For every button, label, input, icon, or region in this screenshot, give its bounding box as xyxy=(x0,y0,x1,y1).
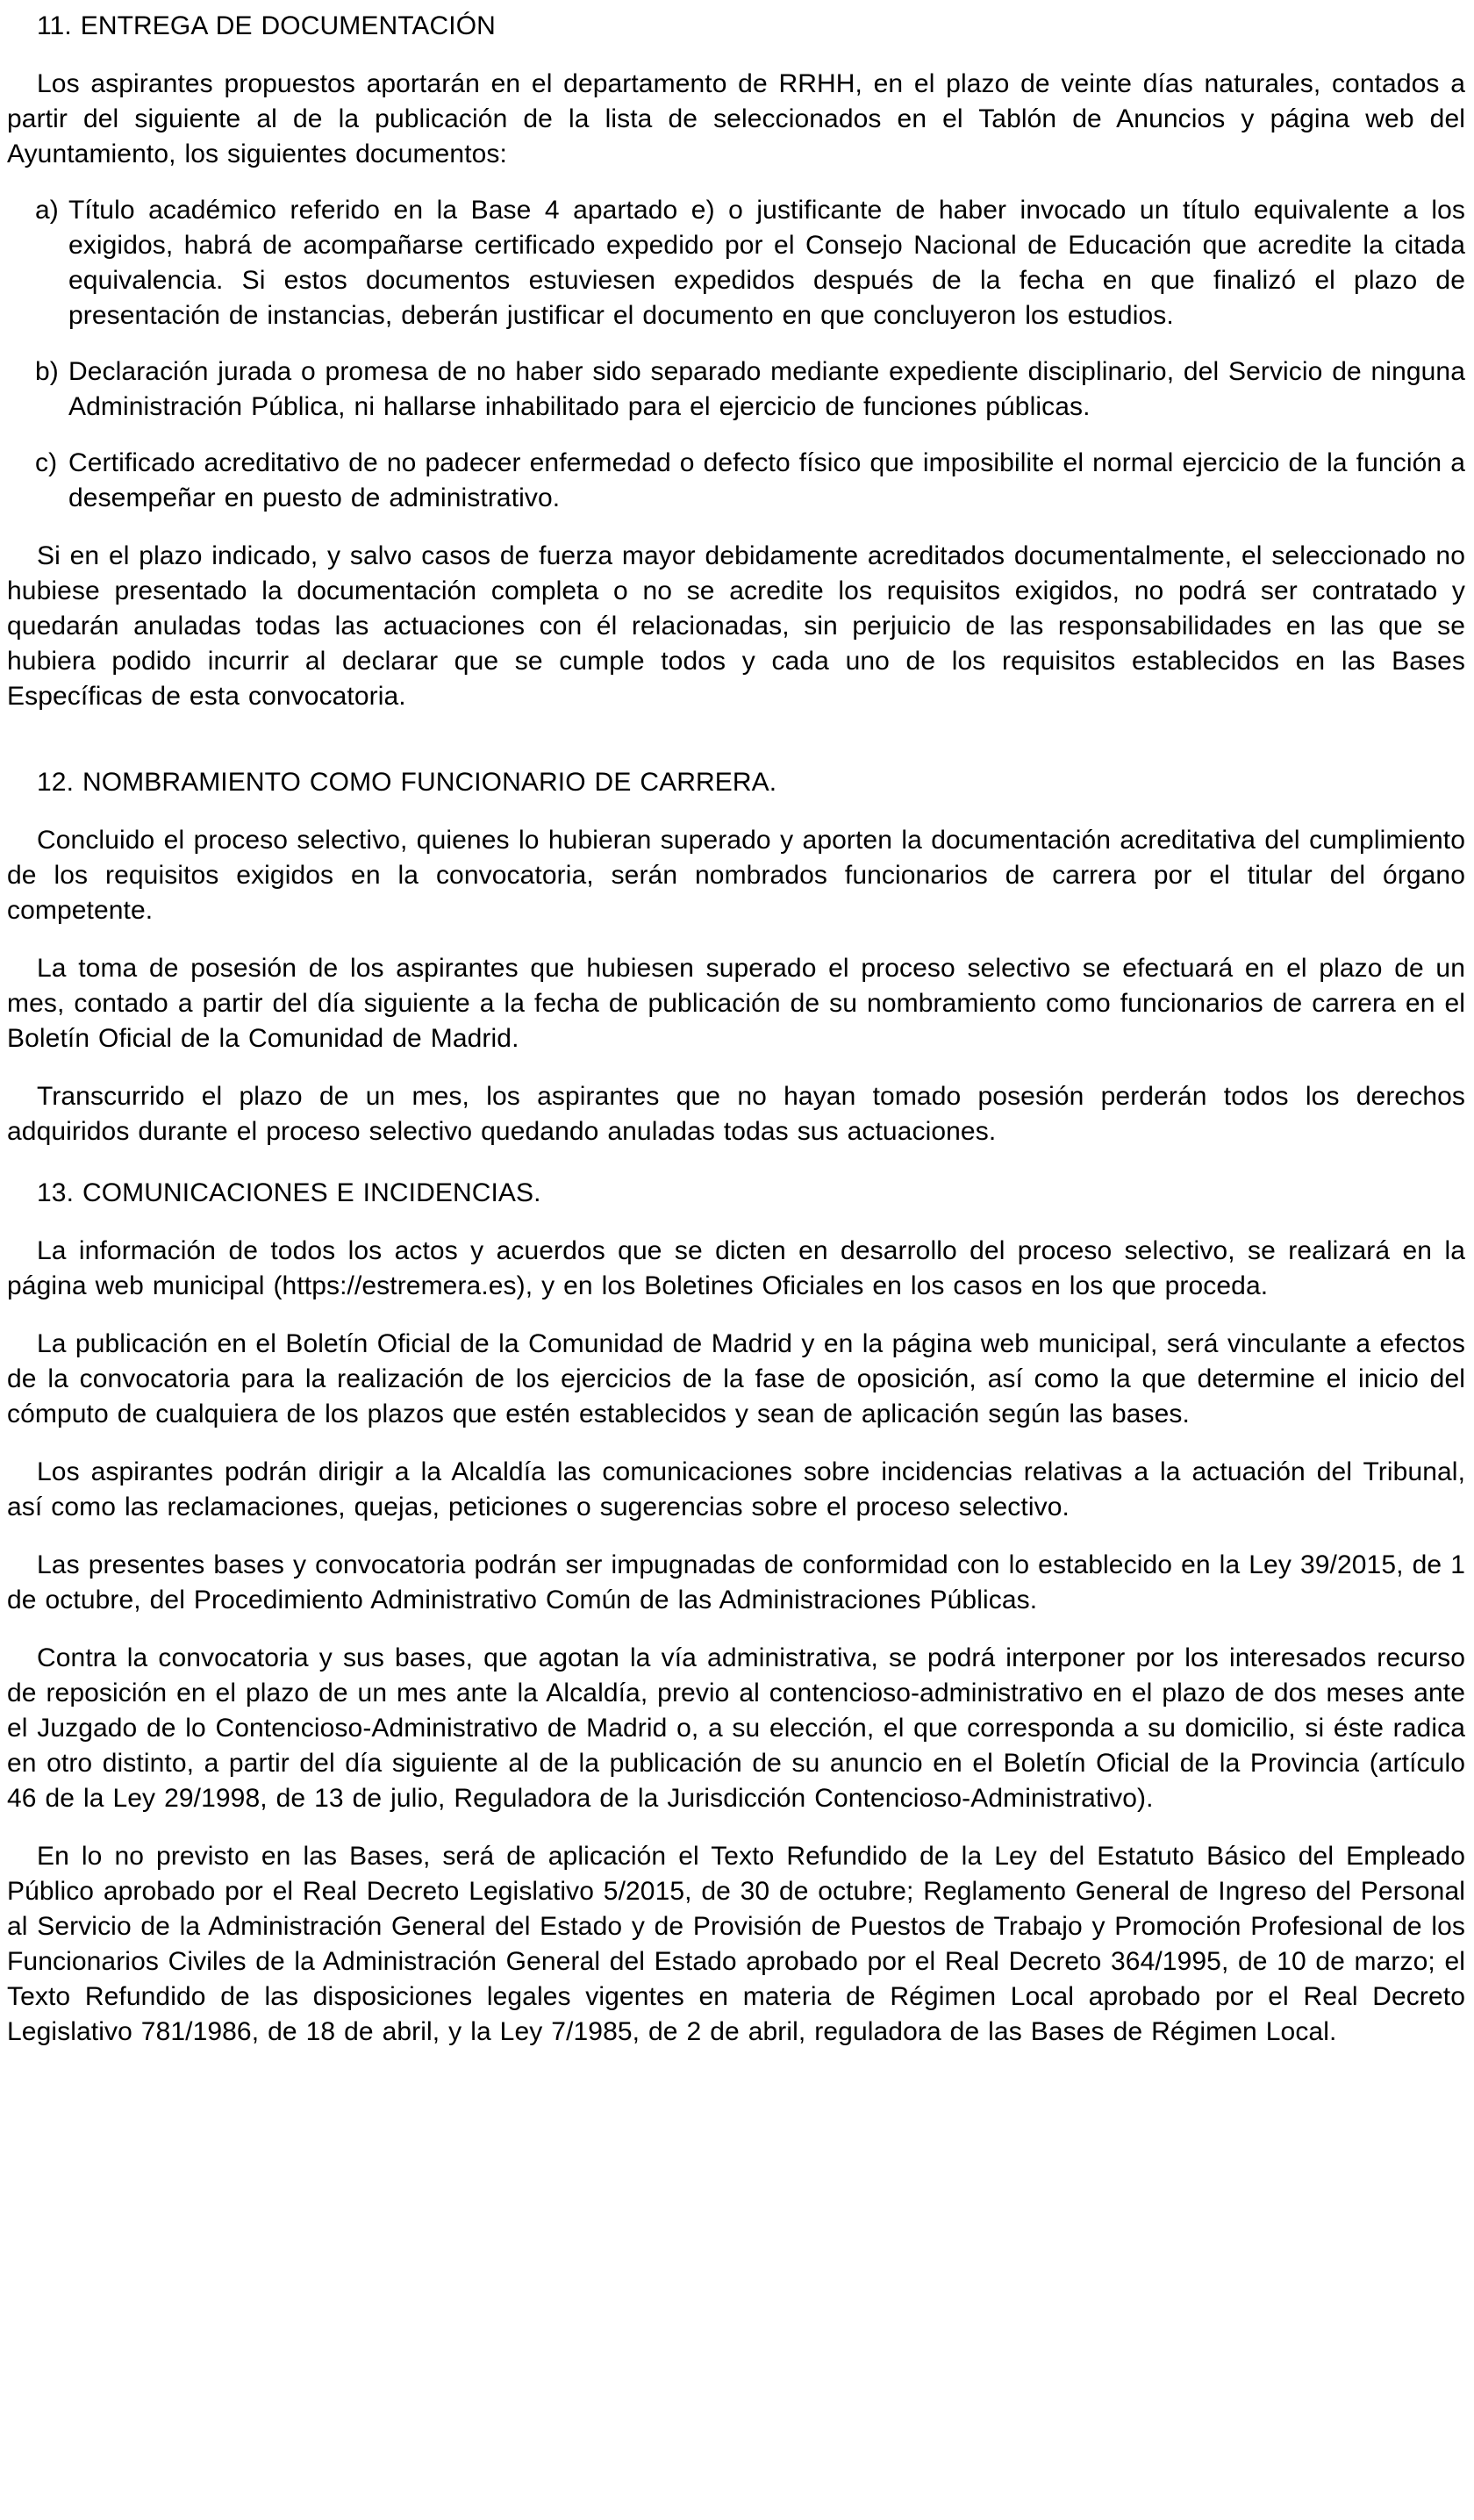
section-13-heading: 13. COMUNICACIONES E INCIDENCIAS. xyxy=(37,1178,541,1207)
list-item-b xyxy=(35,354,1465,425)
section-13-paragraph-4: Las presentes bases y convocatoria podrán ser impugnadas de conformidad con lo establecido en la Ley 39/2015, de 1 de octubre, del Procedimiento Administrativo Común de las Administraciones Públicas. xyxy=(7,1550,1465,1614)
section-13-paragraph-2: La publicación en el Boletín Oficial de la Comunidad de Madrid y en la página web municipal, será vinculante a efectos de la convocatoria para la realización de los ejercicios de la fase de oposición, así como la que determine el inicio del cómputo de cualquiera de los plazos que estén establecidos y sean de aplicación según las bases. xyxy=(7,1329,1465,1428)
section-11-intro-paragraph: Los aspirantes propuestos aportarán en el departamento de RRHH, en el plazo de veinte días naturales, contados a partir del siguiente al de la publicación de la lista de seleccionados en el Tablón de Anuncios y página web del Ayuntamiento, los siguientes documentos: xyxy=(7,69,1465,168)
section-12-paragraph-2: La toma de posesión de los aspirantes que hubiesen superado el proceso selectivo se efectuará en el plazo de un mes, contado a partir del día siguiente a la fecha de publicación de su nombramiento como funcionarios de carrera en el Boletín Oficial de la Comunidad de Madrid. xyxy=(7,954,1465,1053)
section-nombramiento-funcionario xyxy=(7,765,1465,1149)
required-documents-list xyxy=(7,193,1465,516)
list-item-c-text: Certificado acreditativo de no padecer enfermedad o defecto físico que imposibilite el normal ejercicio de la función a desempeñar en puesto de administrativo. xyxy=(68,448,1465,512)
section-13-paragraph-5: Contra la convocatoria y sus bases, que agotan la vía administrativa, se podrá interponer por los interesados recurso de reposición en el plazo de un mes ante la Alcaldía, previo al contencioso-administrativo en el plazo de dos meses ante el Juzgado de lo Contencioso-Administrativo de Madrid o, a su elección, el que corresponda a su domicilio, si éste radica en otro distinto, a partir del día siguiente al de la publicación de su anuncio en el Boletín Oficial de la Provincia (artículo 46 de la Ley 29/1998, de 13 de julio, Reguladora de la Jurisdicción Contencioso-Administrativo). xyxy=(7,1643,1465,1813)
list-item-b-text: Declaración jurada o promesa de no haber sido separado mediante expediente disciplinario, del Servicio de ninguna Administración Pública, ni hallarse inhabilitado para el ejercicio de funciones públicas. xyxy=(68,357,1465,421)
section-13-paragraph-1: La información de todos los actos y acuerdos que se dicten en desarrollo del proceso selectivo, se realizará en la página web municipal (https://estremera.es), y en los Boletines Oficiales en los casos en los que proceda. xyxy=(7,1236,1465,1300)
list-item-a xyxy=(35,193,1465,333)
list-item-c-marker: c) xyxy=(35,448,58,477)
section-13-paragraph-3: Los aspirantes podrán dirigir a la Alcaldía las comunicaciones sobre incidencias relativas a la actuación del Tribunal, así como las reclamaciones, quejas, peticiones o sugerencias sobre el proceso selectivo. xyxy=(7,1457,1465,1521)
section-11-closing-paragraph: Si en el plazo indicado, y salvo casos de fuerza mayor debidamente acreditados documentalmente, el seleccionado no hubiese presentado la documentación completa o no se acredite los requisitos exigidos, no podrá ser contratado y quedarán anuladas todas las actuaciones con él relacionadas, sin perjuicio de las responsabilidades en las que se hubiera podido incurrir al declarar que se cumple todos y cada uno de los requisitos establecidos en las Bases Específicas de esta convocatoria. xyxy=(7,541,1465,711)
section-13-paragraph-6: En lo no previsto en las Bases, será de aplicación el Texto Refundido de la Ley del Estatuto Básico del Empleado Público aprobado por el Real Decreto Legislativo 5/2015, de 30 de octubre; Reglamento General de Ingreso del Personal al Servicio de la Administración General del Estado y de Provisión de Puestos de Trabajo y Promoción Profesional de los Funcionarios Civiles de la Administración General del Estado aprobado por el Real Decreto 364/1995, de 10 de marzo; el Texto Refundido de las disposiciones legales vigentes en materia de Régimen Local aprobado por el Real Decreto Legislativo 781/1986, de 18 de abril, y la Ley 7/1985, de 2 de abril, reguladora de las Bases de Régimen Local. xyxy=(7,1842,1465,2046)
section-11-heading: 11. ENTREGA DE DOCUMENTACIÓN xyxy=(37,11,496,40)
list-item-a-marker: a) xyxy=(35,196,59,225)
section-12-paragraph-1: Concluido el proceso selectivo, quienes lo hubieran superado y aporten la documentación acreditativa del cumplimiento de los requisitos exigidos en la convocatoria, serán nombrados funcionarios de carrera por el titular del órgano competente. xyxy=(7,826,1465,925)
section-comunicaciones-incidencias xyxy=(7,1176,1465,2050)
list-item-b-marker: b) xyxy=(35,357,59,386)
section-12-heading: 12. NOMBRAMIENTO COMO FUNCIONARIO DE CARRERA. xyxy=(37,768,777,797)
section-entrega-documentacion xyxy=(7,9,1465,714)
list-item-a-text: Título académico referido en la Base 4 apartado e) o justificante de haber invocado un título equivalente a los exigidos, habrá de acompañarse certificado expedido por el Consejo Nacional de Educación que acredite la citada equivalencia. Si estos documentos estuviesen expedidos después de la fecha en que finalizó el plazo de presentación de instancias, deberán justificar el documento en que concluyeron los estudios. xyxy=(68,196,1465,330)
section-12-paragraph-3: Transcurrido el plazo de un mes, los aspirantes que no hayan tomado posesión perderán todos los derechos adquiridos durante el proceso selectivo quedando anuladas todas sus actuaciones. xyxy=(7,1082,1465,1146)
list-item-c xyxy=(35,446,1465,516)
